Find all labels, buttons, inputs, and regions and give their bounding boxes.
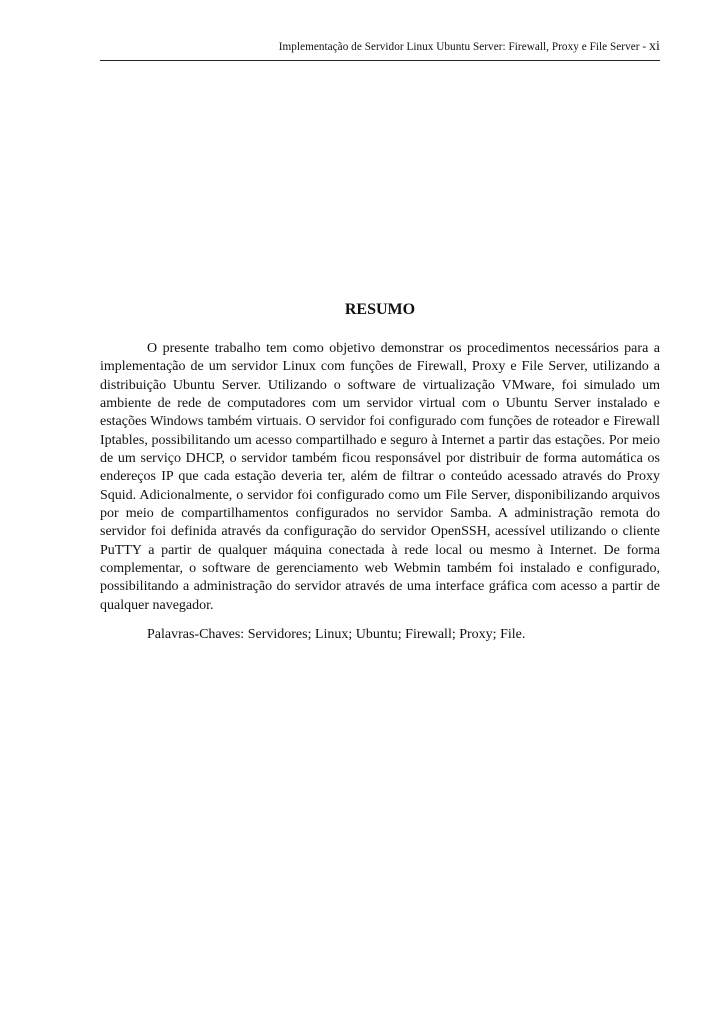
running-header bbox=[100, 38, 660, 61]
abstract-body bbox=[100, 340, 660, 645]
keywords-line: Palavras-Chaves: Servidores; Linux; Ubuntu; Firewall; Proxy; File. bbox=[147, 627, 526, 643]
running-title: Implementação de Servidor Linux Ubuntu Server: Firewall, Proxy e File Server - bbox=[278, 41, 647, 53]
abstract-paragraph: O presente trabalho tem como objetivo demonstrar os procedimentos necessários para a implementação de um servidor Linux com funções de Firewall, Proxy e File Server, utilizando a distribuição Ubuntu Server. Utilizando o software de virtualização VMware, foi simulado um ambiente de rede de computadores com um servidor virtual com o Ubuntu Server instalado e estações Windows também virtuais. O servidor foi configurado com funções de roteador e Firewall Iptables, possibilitando um acesso compartilhado e seguro à Internet a partir das estações. Por meio de um serviço DHCP, o servidor também ficou responsável por distribuir de forma automática os endereços IP que cada estação deveria ter, além de filtrar o conteúdo acessado através do Proxy Squid. Adicionalmente, o servidor foi configurado como um File Server, disponibilizando arquivos por meio de compartilhamentos configurados no servidor Samba. A administração remota do servidor foi definida através da configuração do servidor OpenSSH, acessível utilizando o cliente PuTTY a partir de qualquer máquina conectada à rede local ou mesmo à Internet. De forma complementar, o software de gerenciamento web Webmin também foi instalado e configurado, possibilitando a administração do servidor através de uma interface gráfica com acesso a partir de qualquer navegador. bbox=[100, 341, 660, 613]
page-number: xi bbox=[649, 39, 660, 54]
section-title: RESUMO bbox=[344, 301, 416, 318]
header-line bbox=[279, 39, 660, 55]
